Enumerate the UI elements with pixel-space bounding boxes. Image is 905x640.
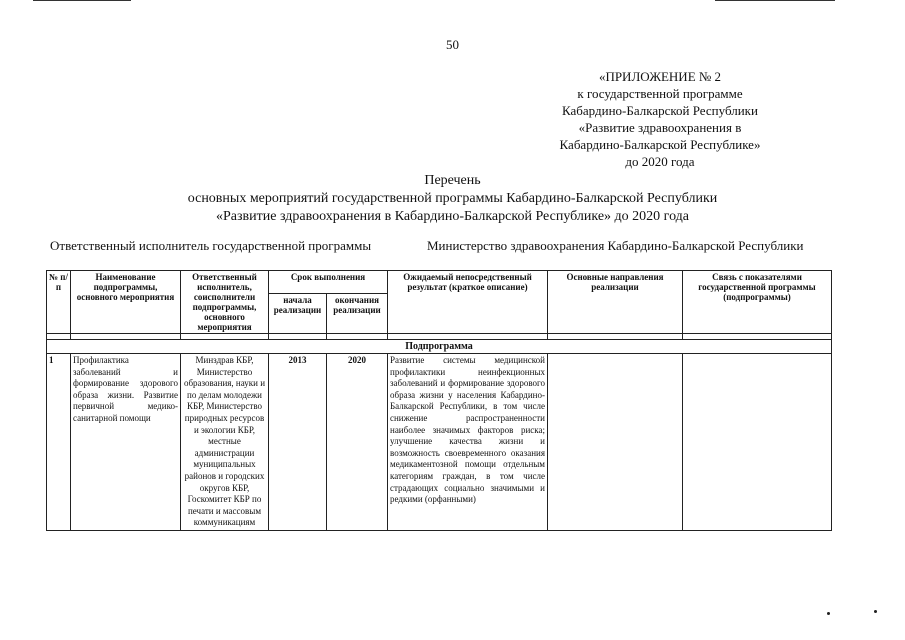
appendix-line: «ПРИЛОЖЕНИЕ № 2	[598, 69, 722, 84]
responsible-value: Министерство здравоохранения Кабардино-Балкарской Республики	[427, 238, 804, 253]
row-executor: Минздрав КБР, Министерство образования, науки и по делам молодежи КБР, Министерство природных ресурсов и экологии КБР, местные администрации муниципальных районов и городских округов КБР, Госкомитет КБР по печати и массовым коммуникациям	[181, 354, 269, 531]
header-executor: Ответственный исполнитель, соисполнители подпрограммы, основного мероприятия	[181, 271, 269, 334]
scan-speck	[827, 612, 830, 615]
row-end: 2020	[327, 354, 388, 531]
header-directions: Основные направления реализации	[548, 271, 683, 334]
header-name: Наименование подпрограммы, основного мероприятия	[71, 271, 181, 334]
row-directions	[548, 354, 683, 531]
header-start: начала реализации	[269, 293, 327, 333]
appendix-header	[495, 68, 825, 170]
row-num: 1	[47, 354, 71, 531]
appendix-line: до 2020 года	[625, 154, 695, 169]
title-line: основных мероприятий государственной программы Кабардино-Балкарской Республики	[187, 191, 718, 206]
subprogram-label: Подпрограмма	[47, 340, 832, 354]
responsible-label: Ответственный исполнитель государственной программы	[50, 238, 372, 253]
measures-table	[46, 270, 832, 531]
header-end: окончания реализации	[327, 293, 388, 333]
row-result: Развитие системы медицинской профилактики неинфекционных заболеваний и формирование здорового образа жизни у населения Кабардино-Балкарской Республики, в том числе снижение распространенности наиболее значимых факторов риска; улучшение качества жизни и возможность своевременного оказания медикаментозной помощи отдельным категориям граждан, в том числе страдающих социально значимыми и редкими (орфанными)	[388, 354, 548, 531]
scan-artifact-line	[715, 0, 835, 1]
scan-artifact-line	[33, 0, 131, 1]
scan-speck	[874, 610, 877, 613]
header-result: Ожидаемый непосредственный результат (краткое описание)	[388, 271, 548, 334]
header-num: № п/п	[47, 271, 71, 334]
title-line: «Развитие здравоохранения в Кабардино-Балкарской Республике» до 2020 года	[216, 209, 689, 224]
appendix-line: Кабардино-Балкарской Республики	[562, 103, 758, 118]
title-line: Перечень	[424, 173, 481, 188]
appendix-line: Кабардино-Балкарской Республике»	[559, 137, 761, 152]
table-header-row	[47, 271, 832, 294]
row-start: 2013	[269, 354, 327, 531]
appendix-line: «Развитие здравоохранения в	[578, 120, 742, 135]
row-link	[683, 354, 832, 531]
table-row	[47, 354, 832, 531]
header-link: Связь с показателями государственной программы (подпрограммы)	[683, 271, 832, 334]
header-term: Срок выполнения	[269, 271, 388, 294]
page-number: 50	[446, 37, 459, 52]
document-title	[0, 172, 905, 226]
appendix-line: к государственной программе	[577, 86, 743, 101]
subprogram-row	[47, 340, 832, 354]
row-name: Профилактика заболеваний и формирование здорового образа жизни. Развитие первичной медико-санитарной помощи	[71, 354, 181, 531]
